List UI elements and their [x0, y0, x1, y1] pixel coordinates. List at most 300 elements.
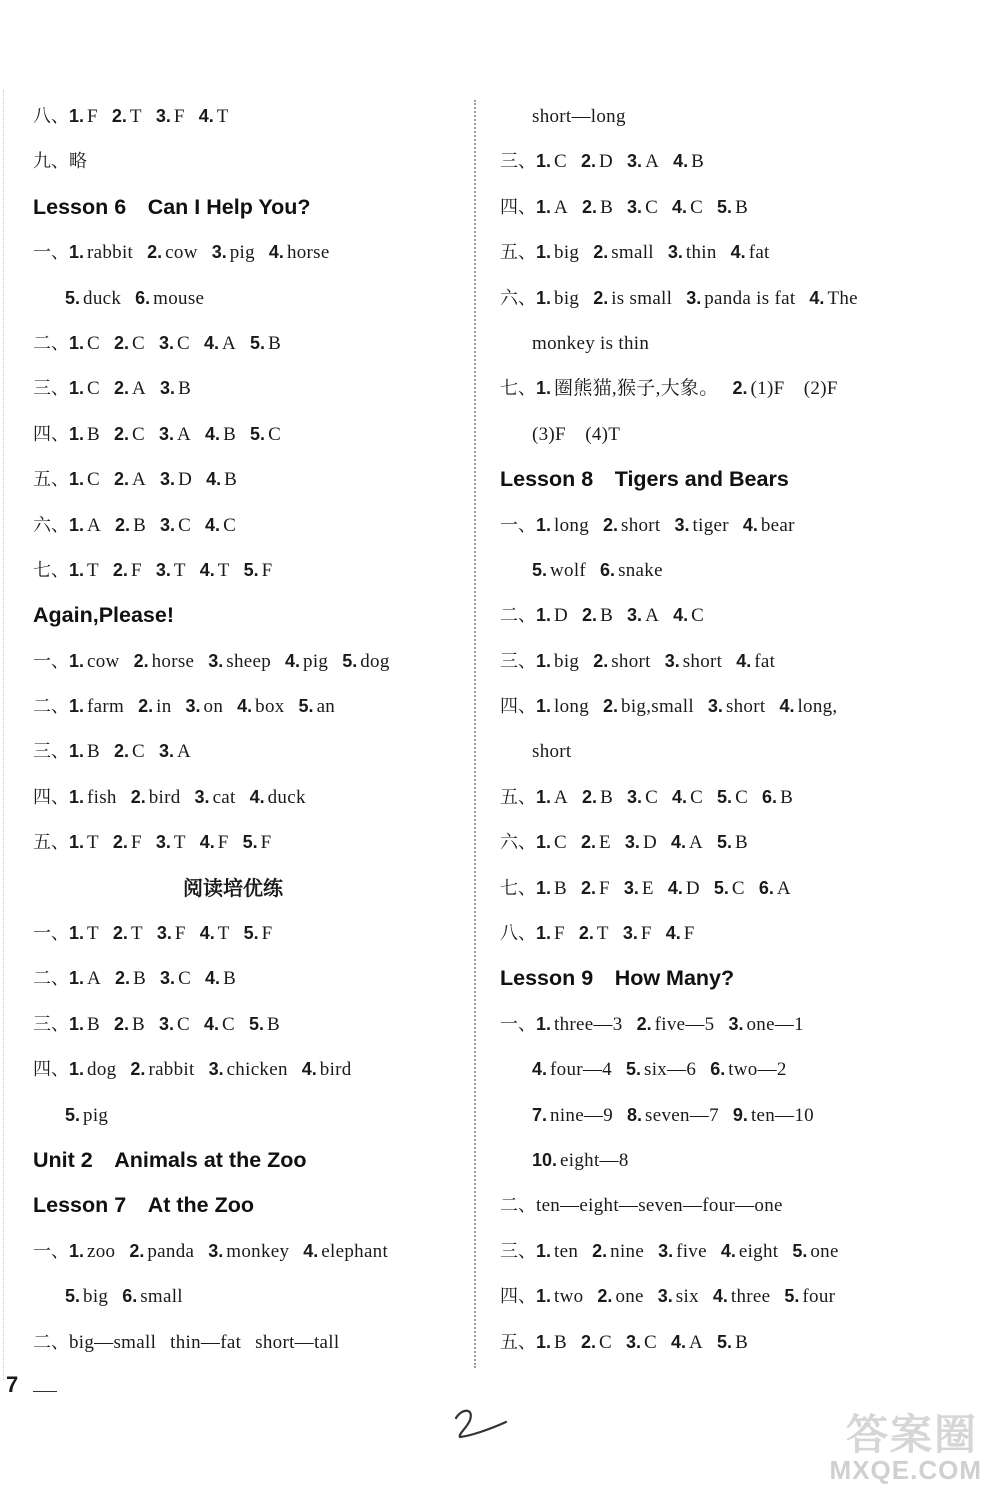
answer-item: [536, 366, 719, 411]
question-number: 6.: [762, 786, 778, 807]
answer-item: [536, 911, 565, 956]
answer-text: two: [554, 1286, 584, 1308]
question-number: 1.: [536, 287, 552, 308]
answer-item: [784, 1274, 835, 1319]
answer-text: fat: [748, 242, 770, 264]
question-number: 1.: [536, 832, 552, 853]
answer-text: an: [316, 696, 336, 718]
answer-text: C: [645, 196, 659, 218]
answer-text: F: [87, 106, 98, 127]
answer-item: [536, 1320, 567, 1365]
answer-row: [33, 1047, 463, 1092]
question-group-label: 一、: [33, 1240, 69, 1262]
question-group-label: 二、: [33, 1331, 69, 1353]
answer-item: [672, 775, 703, 820]
answer-item: [212, 230, 255, 275]
answer-item: [112, 94, 142, 139]
question-number: 1.: [536, 1240, 552, 1261]
question-group-label: 一、: [33, 923, 69, 945]
question-number: 4.: [672, 196, 688, 217]
answer-row: [500, 366, 970, 411]
answer-text: T: [130, 923, 143, 945]
answer-text: The: [827, 287, 858, 309]
question-number: 3.: [155, 106, 171, 126]
answer-item: [627, 593, 659, 638]
answer-item: [721, 1229, 779, 1274]
question-number: 5.: [717, 196, 733, 217]
answer-item: [536, 1183, 783, 1228]
answer-row: [500, 321, 970, 366]
answer-item: [303, 1229, 388, 1274]
answer-text: (3)F (4)T: [532, 423, 621, 445]
question-number: 1.: [536, 1331, 552, 1352]
answer-text: bear: [760, 514, 795, 536]
answer-text: monkey: [226, 1240, 290, 1262]
answer-text: horse: [286, 242, 330, 264]
answer-text: cow: [165, 242, 198, 264]
answer-item: [668, 230, 717, 275]
answer-text: A: [554, 196, 569, 218]
answer-text: B: [780, 786, 794, 808]
question-number: 3.: [658, 1240, 674, 1261]
question-number: 4.: [206, 469, 222, 490]
answer-item: [536, 185, 568, 230]
question-number: 2.: [582, 605, 598, 626]
answer-item: [625, 820, 657, 865]
question-number: 2.: [603, 696, 619, 717]
question-number: 3.: [155, 832, 171, 853]
question-number: 2.: [592, 1240, 608, 1261]
question-number: 3.: [160, 514, 176, 535]
question-number: 3.: [160, 968, 176, 989]
answer-text: B: [600, 786, 614, 808]
answer-text: F: [130, 559, 142, 581]
answer-item: [536, 684, 589, 729]
question-number: 1.: [536, 514, 552, 535]
answer-item: [536, 593, 568, 638]
question-group-label: 三、: [33, 1013, 69, 1035]
answer-item: [69, 1229, 115, 1274]
question-group-label: 六、: [500, 832, 536, 854]
question-number: 3.: [159, 332, 175, 353]
answer-text: short—tall: [255, 1331, 340, 1353]
answer-item: [160, 457, 192, 502]
answer-row: [33, 503, 463, 548]
answer-item: [532, 321, 649, 366]
answer-item: [714, 866, 745, 911]
answer-item: [69, 94, 98, 139]
answer-item: [536, 866, 567, 911]
question-number: 6.: [600, 559, 616, 580]
question-number: 1.: [69, 106, 85, 126]
question-number: 1.: [69, 832, 85, 853]
answer-row: [33, 775, 463, 820]
answer-text: C: [177, 332, 190, 354]
question-number: 5.: [298, 696, 314, 717]
question-number: 5.: [65, 1286, 81, 1307]
question-number: 4.: [712, 1286, 728, 1307]
answer-item: [536, 820, 567, 865]
question-number: 1.: [536, 696, 552, 717]
section-heading: Lesson 8 Tigers and Bears: [500, 467, 789, 492]
question-number: 4.: [730, 242, 746, 263]
answer-text: B: [268, 332, 282, 354]
answer-row: [33, 230, 463, 275]
answer-row: [500, 1229, 970, 1274]
question-number: 4.: [720, 1240, 736, 1261]
answer-text: on: [203, 696, 224, 718]
answer-item: [536, 503, 589, 548]
answer-text: six—6: [644, 1059, 697, 1081]
question-number: 1.: [536, 1286, 552, 1307]
answer-item: [593, 276, 672, 321]
answer-row: [33, 457, 463, 502]
question-number: 3.: [627, 151, 643, 172]
question-group-label: 四、: [500, 1286, 536, 1308]
answer-text: F: [261, 923, 273, 945]
question-group-label: 一、: [500, 1013, 536, 1035]
answer-text: farm: [87, 696, 125, 718]
question-number: 4.: [199, 559, 215, 580]
answer-text: T: [596, 923, 609, 945]
answer-item: [626, 1320, 657, 1365]
answer-text: D: [599, 151, 614, 173]
answer-item: [673, 139, 704, 184]
question-group-label: 八、: [33, 106, 69, 127]
question-number: 4.: [205, 423, 221, 444]
answer-item: [593, 230, 654, 275]
answer-item: [243, 820, 272, 865]
question-number: 5.: [532, 559, 548, 580]
answer-item: [581, 866, 610, 911]
answer-item: [69, 412, 100, 457]
answer-item: [114, 366, 146, 411]
question-number: 2.: [112, 559, 128, 580]
question-number: 1.: [69, 968, 85, 989]
question-number: 3.: [160, 469, 176, 490]
answer-row: [500, 684, 970, 729]
answer-text: F: [261, 559, 273, 581]
answer-item: [299, 684, 336, 729]
question-number: 3.: [208, 650, 224, 671]
question-number: 3.: [185, 696, 201, 717]
answer-row: [500, 94, 970, 139]
question-number: 5.: [713, 877, 729, 898]
answer-text: F: [683, 923, 695, 945]
answer-text: six: [675, 1286, 699, 1308]
answer-item: [603, 684, 694, 729]
answer-item: [208, 639, 271, 684]
answer-text: D: [178, 469, 193, 491]
answer-text: B: [735, 196, 749, 218]
question-number: 3.: [674, 514, 690, 535]
answer-text: T: [129, 106, 142, 127]
answer-item: [717, 185, 748, 230]
answer-text: B: [87, 741, 100, 763]
answer-text: C: [691, 605, 705, 627]
answer-text: F: [130, 832, 142, 854]
answer-row: [33, 820, 463, 865]
question-group-label: 一、: [33, 242, 69, 264]
answer-item: [597, 1274, 643, 1319]
answer-item: [200, 820, 229, 865]
answer-text: B: [87, 1013, 100, 1035]
answer-text: four: [802, 1286, 836, 1308]
answer-item: [582, 185, 613, 230]
answer-item: [69, 366, 100, 411]
answer-text: pig: [83, 1104, 109, 1126]
answer-item: [536, 775, 568, 820]
question-number: 9.: [732, 1104, 748, 1125]
answer-item: [600, 548, 663, 593]
question-number: 2.: [593, 242, 609, 263]
answer-row: [500, 503, 970, 548]
answer-item: [159, 1002, 190, 1047]
answer-item: [69, 548, 99, 593]
answer-item: [159, 321, 190, 366]
answer-text: A: [87, 968, 102, 990]
answer-row: [33, 639, 463, 684]
question-group-label: 二、: [33, 696, 69, 718]
question-number: 4.: [301, 1059, 317, 1080]
answer-text: T: [173, 832, 186, 854]
answer-text: cow: [87, 650, 120, 672]
question-number: 2.: [130, 1059, 146, 1080]
answer-item: [69, 503, 101, 548]
question-number: 1.: [69, 514, 85, 535]
question-number: 2.: [147, 242, 163, 263]
answer-row: [33, 94, 463, 139]
right-answer-column: [500, 94, 970, 1365]
answer-row: [500, 1274, 970, 1319]
answer-row: [500, 185, 970, 230]
answer-item: [532, 729, 572, 774]
question-number: 2.: [138, 696, 154, 717]
question-number: 7.: [532, 1104, 548, 1125]
question-group-label: 七、: [500, 378, 536, 400]
answer-text: B: [133, 514, 147, 536]
answer-text: short: [725, 696, 766, 718]
question-group-label: 四、: [33, 423, 69, 445]
question-number: 1.: [536, 151, 552, 172]
answer-text: box: [255, 696, 285, 718]
answer-text: duck: [267, 786, 306, 808]
answer-text: nine—9: [550, 1104, 614, 1126]
answer-item: [186, 684, 224, 729]
answer-row: [500, 593, 970, 638]
question-number: 2.: [114, 378, 130, 399]
question-group-label: 三、: [33, 378, 69, 400]
question-group-label: 六、: [33, 514, 69, 536]
answer-item: [668, 866, 700, 911]
question-group-label: 五、: [33, 832, 69, 854]
answer-text: horse: [151, 650, 195, 672]
answer-text: D: [642, 832, 657, 854]
question-group-label: 四、: [33, 1059, 69, 1081]
answer-item: [626, 1047, 696, 1092]
question-number: 4.: [667, 877, 683, 898]
answer-item: [205, 412, 236, 457]
answer-item: [69, 1320, 156, 1365]
question-number: 1.: [69, 741, 85, 762]
answer-text: nine: [610, 1240, 645, 1262]
answer-item: [65, 1093, 108, 1138]
answer-text: big: [554, 650, 580, 672]
question-group-label: 三、: [500, 151, 536, 173]
answer-text: C: [554, 832, 567, 854]
answer-text: B: [132, 1013, 145, 1035]
question-number: 1.: [536, 196, 552, 217]
answer-item: [666, 911, 695, 956]
answer-text: small: [611, 242, 654, 264]
answer-text: C: [599, 1331, 612, 1353]
answer-item: [69, 820, 99, 865]
answer-row: [500, 412, 970, 457]
question-group-label: 四、: [500, 696, 536, 718]
section-heading: 阅读培优练: [183, 875, 283, 900]
answer-item: [115, 503, 146, 548]
question-number: 2.: [578, 923, 594, 944]
answer-text: C: [690, 196, 704, 218]
answer-row: [500, 139, 970, 184]
answer-text: F: [640, 923, 652, 945]
question-number: 3.: [623, 877, 639, 898]
answer-text: snake: [618, 559, 663, 581]
answer-item: [160, 503, 191, 548]
answer-text: T: [217, 923, 230, 945]
answer-item: [759, 866, 791, 911]
answer-item: [269, 230, 330, 275]
answer-item: [114, 321, 145, 366]
question-number: 3.: [627, 786, 643, 807]
question-number: 3.: [627, 196, 643, 217]
section-heading: Unit 2 Animals at the Zoo: [33, 1147, 307, 1172]
question-number: 5.: [717, 1331, 733, 1352]
answer-item: [536, 276, 579, 321]
answer-text: small: [140, 1286, 183, 1308]
question-number: 4.: [204, 1013, 220, 1034]
answer-item: [581, 139, 613, 184]
page-edge-dots: [3, 90, 4, 1380]
answer-item: [135, 276, 204, 321]
answer-item: [532, 412, 620, 457]
question-number: 2.: [582, 196, 598, 217]
answer-item: [532, 548, 586, 593]
answer-item: [205, 956, 236, 1001]
question-number: 4.: [665, 923, 681, 944]
answer-item: [532, 1138, 629, 1183]
answer-text: A: [132, 469, 147, 491]
answer-text: rabbit: [87, 242, 134, 264]
answer-item: [809, 276, 857, 321]
answer-text: B: [178, 378, 192, 400]
question-number: 2.: [581, 1331, 597, 1352]
answer-item: [114, 412, 145, 457]
answer-text: B: [691, 151, 705, 173]
question-number: 1.: [69, 332, 85, 353]
question-number: 4.: [673, 605, 689, 626]
answer-item: [160, 956, 191, 1001]
question-number: 8.: [627, 1104, 643, 1125]
answer-row: [500, 775, 970, 820]
answer-text: A: [776, 877, 791, 899]
answer-text: T: [217, 559, 230, 581]
question-number: 3.: [160, 378, 176, 399]
answer-item: [743, 503, 795, 548]
answer-item: [131, 775, 181, 820]
answer-text: E: [599, 832, 611, 854]
question-number: 3.: [194, 786, 210, 807]
question-number: 2.: [133, 650, 149, 671]
answer-text: C: [87, 332, 100, 354]
answer-text: long,: [797, 696, 838, 718]
answer-text: B: [223, 968, 237, 990]
question-number: 2.: [112, 832, 128, 853]
answer-text: A: [688, 832, 704, 854]
answer-text: F: [217, 832, 229, 854]
answer-item: [582, 593, 613, 638]
question-number: 3.: [208, 1059, 224, 1080]
answer-text: thin—fat: [170, 1331, 242, 1353]
answer-text: C: [735, 786, 749, 808]
answer-text: B: [554, 877, 567, 899]
answer-row: [33, 911, 463, 956]
question-number: 5.: [717, 786, 733, 807]
answer-item: [762, 775, 793, 820]
answer-text: A: [132, 378, 147, 400]
answer-text: C: [645, 786, 659, 808]
answer-item: [255, 1320, 339, 1365]
question-number: 2.: [581, 877, 597, 898]
question-number: 4.: [809, 287, 825, 308]
answer-row: [500, 729, 970, 774]
answer-item: [138, 684, 171, 729]
answer-item: [147, 230, 198, 275]
answer-item: [114, 729, 145, 774]
left-answer-column: [33, 94, 463, 1365]
question-number: 2.: [130, 786, 146, 807]
answer-row: 九、略: [33, 151, 87, 173]
answer-text: C: [222, 1013, 235, 1035]
answer-item: [209, 1047, 288, 1092]
answer-text: eight: [738, 1240, 779, 1262]
question-number: 1.: [536, 605, 552, 626]
answer-text: short: [621, 514, 661, 536]
answer-text: D: [554, 605, 569, 627]
answer-item: [536, 1274, 583, 1319]
answer-text: short: [611, 650, 651, 672]
answer-item: [250, 412, 281, 457]
question-number: 1.: [69, 696, 85, 717]
answer-text: short: [532, 741, 572, 763]
answer-text: T: [87, 832, 99, 854]
answer-item: [637, 1002, 715, 1047]
answer-item: [244, 548, 273, 593]
answer-item: [532, 1093, 613, 1138]
answer-item: [581, 1320, 612, 1365]
answer-text: chicken: [226, 1059, 288, 1081]
answer-text: short—long: [532, 106, 626, 127]
answer-item: [672, 185, 703, 230]
answer-text: F: [174, 923, 186, 945]
answer-item: [627, 139, 659, 184]
answer-text: zoo: [87, 1240, 116, 1262]
answer-text: T: [173, 559, 186, 581]
answer-item: [302, 1047, 352, 1092]
answer-text: C: [268, 423, 282, 445]
answer-text: one: [615, 1286, 644, 1308]
question-number: 2.: [581, 832, 597, 853]
